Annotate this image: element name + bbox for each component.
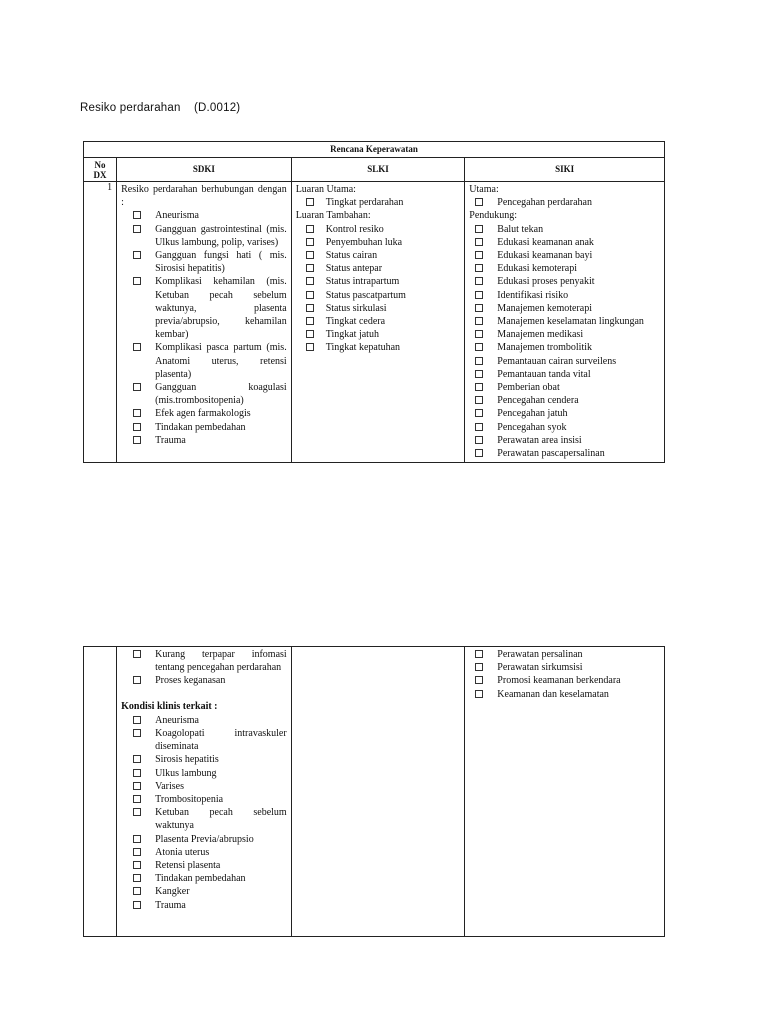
checkbox-icon bbox=[306, 238, 314, 246]
list-item-text: Perawatan area insisi bbox=[497, 434, 582, 446]
list-item bbox=[296, 249, 461, 262]
checkbox-icon bbox=[306, 343, 314, 351]
checkbox-icon bbox=[133, 808, 141, 816]
list-item-text: Plasenta Previa/abrupsio bbox=[155, 833, 254, 845]
list-item bbox=[296, 289, 461, 302]
checkbox-icon bbox=[475, 690, 483, 698]
checkbox-icon bbox=[133, 436, 141, 444]
list-item bbox=[121, 753, 287, 766]
list-item-text: Kontrol resiko bbox=[325, 223, 384, 235]
list-item bbox=[121, 209, 287, 222]
list-item bbox=[296, 223, 461, 236]
checkbox-icon bbox=[133, 277, 141, 285]
list-item bbox=[469, 236, 660, 249]
list-item bbox=[469, 355, 660, 368]
list-item bbox=[121, 249, 287, 275]
list-item bbox=[469, 394, 660, 407]
checkbox-icon bbox=[475, 317, 483, 325]
care-plan-table-page2 bbox=[83, 646, 665, 937]
list-item bbox=[469, 262, 660, 275]
list-item-text: Edukasi kemoterapi bbox=[497, 263, 577, 275]
checkbox-icon bbox=[475, 198, 483, 206]
siki-header: SIKI bbox=[465, 158, 665, 182]
checkbox-icon bbox=[475, 409, 483, 417]
list-item bbox=[469, 341, 660, 354]
sdki-header: SDKI bbox=[117, 158, 292, 182]
checkbox-icon bbox=[306, 251, 314, 259]
checkbox-icon bbox=[475, 449, 483, 457]
list-item bbox=[296, 341, 461, 354]
sdki-list-page1 bbox=[121, 209, 287, 447]
list-item bbox=[121, 806, 287, 832]
heading-title: Resiko perdarahan bbox=[80, 102, 181, 114]
checkbox-icon bbox=[133, 676, 141, 684]
list-item-text: Tingkat kepatuhan bbox=[325, 342, 401, 354]
sdki-cell-continued bbox=[117, 647, 292, 937]
list-item-text: Pemberian obat bbox=[497, 382, 560, 394]
list-item-text: Status sirkulasi bbox=[325, 302, 387, 314]
list-item-text: Balut tekan bbox=[497, 223, 544, 235]
list-item-text: Pencegahan jatuh bbox=[497, 408, 568, 420]
list-item bbox=[469, 674, 660, 687]
slki-cell-continued bbox=[291, 647, 465, 937]
list-item bbox=[121, 885, 287, 898]
kondisi-klinis-label: Kondisi klinis terkait : bbox=[121, 700, 218, 712]
checkbox-icon bbox=[475, 251, 483, 259]
list-item bbox=[121, 341, 287, 381]
list-item-text: Kurang terpapar infomasi tentang pencegahan perdarahan bbox=[155, 649, 287, 674]
list-item bbox=[469, 407, 660, 420]
checkbox-icon bbox=[133, 835, 141, 843]
list-item-text: Ketuban pecah sebelum waktunya bbox=[155, 807, 287, 832]
no-dx-label-2: DX bbox=[93, 170, 107, 180]
list-item bbox=[296, 302, 461, 315]
list-item-text: Proses keganasan bbox=[155, 675, 226, 687]
checkbox-icon bbox=[475, 264, 483, 272]
list-item-text: Pencegahan cendera bbox=[497, 395, 579, 407]
list-item bbox=[469, 381, 660, 394]
checkbox-icon bbox=[133, 782, 141, 790]
list-item-text: Edukasi proses penyakit bbox=[497, 276, 595, 288]
checkbox-icon bbox=[306, 198, 314, 206]
list-item-text: Efek agen farmakologis bbox=[155, 408, 251, 420]
siki-cell-continued bbox=[465, 647, 665, 937]
checkbox-icon bbox=[306, 330, 314, 338]
checkbox-icon bbox=[475, 291, 483, 299]
no-dx-header bbox=[84, 158, 117, 182]
list-item bbox=[469, 661, 660, 674]
sdki-intro: Resiko perdarahan berhubungan dengan : bbox=[121, 184, 287, 209]
checkbox-icon bbox=[133, 225, 141, 233]
list-item bbox=[121, 846, 287, 859]
list-item-text: Aneurisma bbox=[155, 210, 199, 222]
list-item-text: Identifikasi risiko bbox=[497, 289, 569, 301]
list-item-text: Tingkat jatuh bbox=[325, 329, 379, 341]
sdki-cell bbox=[117, 182, 292, 463]
list-item-text: Sirosis hepatitis bbox=[155, 754, 219, 766]
list-item-text: Koagolopati intravaskuler diseminata bbox=[155, 728, 287, 753]
no-dx-label-1: No bbox=[94, 160, 106, 170]
list-item bbox=[469, 328, 660, 341]
siki-pendukung-list-page2 bbox=[469, 648, 660, 701]
list-item-text: Gangguan gastrointestinal (mis. Ulkus lambung, polip, varises) bbox=[155, 223, 287, 248]
checkbox-icon bbox=[475, 343, 483, 351]
checkbox-icon bbox=[306, 264, 314, 272]
checkbox-icon bbox=[133, 423, 141, 431]
list-item-text: Gangguan koagulasi (mis.trombositopenia) bbox=[155, 382, 287, 407]
list-item bbox=[469, 368, 660, 381]
checkbox-icon bbox=[133, 383, 141, 391]
list-item-text: Varises bbox=[155, 780, 184, 792]
list-item bbox=[121, 767, 287, 780]
list-item bbox=[121, 833, 287, 846]
list-item-text: Trombositopenia bbox=[155, 794, 224, 806]
list-item bbox=[296, 236, 461, 249]
checkbox-icon bbox=[133, 729, 141, 737]
list-item bbox=[469, 249, 660, 262]
list-item-text: Status pascatpartum bbox=[325, 289, 406, 301]
checkbox-icon bbox=[133, 874, 141, 882]
list-item-text: Perawatan persalinan bbox=[497, 649, 583, 660]
document-heading bbox=[80, 102, 250, 114]
list-item-text: Keamanan dan keselamatan bbox=[497, 688, 609, 700]
list-item bbox=[469, 289, 660, 302]
list-item bbox=[121, 872, 287, 885]
list-item bbox=[469, 688, 660, 701]
checkbox-icon bbox=[306, 304, 314, 312]
sdki-list-page2 bbox=[121, 648, 287, 688]
slki-utama-list bbox=[296, 196, 461, 209]
list-item-text: Tingkat perdarahan bbox=[325, 197, 404, 209]
list-item-text: Komplikasi kehamilan (mis. Ketuban pecah sebelum waktunya, plasenta previa/abrupsio, kehamilan kembar) bbox=[155, 276, 287, 341]
checkbox-icon bbox=[133, 755, 141, 763]
list-item bbox=[121, 421, 287, 434]
slki-tambahan-list bbox=[296, 223, 461, 355]
list-item-text: Trauma bbox=[155, 899, 186, 911]
list-item bbox=[121, 275, 287, 341]
list-item bbox=[121, 780, 287, 793]
list-item bbox=[296, 275, 461, 288]
list-item bbox=[121, 648, 287, 674]
list-item-text: Tingkat cedera bbox=[325, 316, 386, 328]
checkbox-icon bbox=[475, 370, 483, 378]
checkbox-icon bbox=[133, 650, 141, 658]
checkbox-icon bbox=[306, 317, 314, 325]
list-item bbox=[469, 275, 660, 288]
checkbox-icon bbox=[475, 396, 483, 404]
list-item-text: Tindakan pembedahan bbox=[155, 873, 246, 885]
checkbox-icon bbox=[475, 663, 483, 671]
checkbox-icon bbox=[475, 304, 483, 312]
list-item bbox=[296, 315, 461, 328]
list-item bbox=[121, 381, 287, 407]
care-plan-table-page1 bbox=[83, 141, 665, 463]
list-item bbox=[469, 315, 660, 328]
list-item bbox=[469, 223, 660, 236]
heading-code: (D.0012) bbox=[193, 102, 241, 114]
checkbox-icon bbox=[133, 901, 141, 909]
checkbox-icon bbox=[133, 795, 141, 803]
list-item bbox=[121, 223, 287, 249]
checkbox-icon bbox=[133, 848, 141, 856]
list-item bbox=[121, 727, 287, 753]
slki-header: SLKI bbox=[291, 158, 465, 182]
list-item-text: Ulkus lambung bbox=[155, 767, 217, 779]
list-item-text: Perawatan sirkumsisi bbox=[497, 662, 583, 674]
list-item-text: Trauma bbox=[155, 434, 186, 446]
list-item-text: Gangguan fungsi hati ( mis. Sirosisi hepatitis) bbox=[155, 250, 287, 275]
list-item-text: Atonia uterus bbox=[155, 846, 210, 858]
checkbox-icon bbox=[475, 383, 483, 391]
list-item bbox=[121, 859, 287, 872]
checkbox-icon bbox=[133, 343, 141, 351]
slki-cell bbox=[291, 182, 465, 463]
list-item-text: Status intrapartum bbox=[325, 276, 400, 288]
list-item-text: Promosi keamanan berkendara bbox=[497, 675, 621, 687]
checkbox-icon bbox=[475, 225, 483, 233]
list-item bbox=[121, 714, 287, 727]
siki-utama-label: Utama: bbox=[469, 184, 499, 195]
list-item bbox=[469, 447, 660, 460]
checkbox-icon bbox=[133, 409, 141, 417]
list-item-text: Pencegahan syok bbox=[497, 421, 567, 433]
list-item bbox=[469, 434, 660, 447]
slki-utama-label: Luaran Utama: bbox=[295, 184, 356, 195]
list-item-text: Edukasi keamanan bayi bbox=[497, 250, 593, 262]
list-item-text: Manajemen kemoterapi bbox=[497, 302, 592, 314]
siki-cell bbox=[465, 182, 665, 463]
list-item-text: Retensi plasenta bbox=[155, 860, 221, 872]
checkbox-icon bbox=[475, 423, 483, 431]
list-item-text: Aneurisma bbox=[155, 714, 199, 726]
list-item-text: Pemantauan cairan surveilens bbox=[497, 355, 617, 367]
list-item bbox=[469, 421, 660, 434]
list-item-text: Pencegahan perdarahan bbox=[497, 197, 592, 209]
list-item bbox=[296, 196, 461, 209]
siki-utama-list bbox=[469, 196, 660, 209]
list-item-text: Penyembuhan luka bbox=[325, 236, 403, 248]
checkbox-icon bbox=[475, 330, 483, 338]
list-item-text: Edukasi keamanan anak bbox=[497, 236, 594, 248]
list-item-text: Manajemen trombolitik bbox=[497, 342, 592, 354]
list-item bbox=[121, 793, 287, 806]
list-item bbox=[121, 407, 287, 420]
row-number: 1 bbox=[84, 182, 117, 463]
checkbox-icon bbox=[306, 225, 314, 233]
list-item-text: Status cairan bbox=[325, 250, 378, 262]
siki-pendukung-list-page1 bbox=[469, 223, 660, 461]
rencana-keperawatan-header: Rencana Keperawatan bbox=[84, 142, 665, 158]
row-number-cell-continued bbox=[84, 647, 117, 937]
list-item bbox=[296, 262, 461, 275]
list-item-text: Status antepar bbox=[325, 263, 383, 275]
checkbox-icon bbox=[133, 887, 141, 895]
list-item-text: Pemantauan tanda vital bbox=[497, 368, 591, 380]
list-item bbox=[121, 899, 287, 912]
list-item bbox=[121, 434, 287, 447]
checkbox-icon bbox=[306, 291, 314, 299]
list-item-text: Manajemen medikasi bbox=[497, 329, 584, 341]
list-item-text: Manajemen keselamatan lingkungan bbox=[497, 316, 644, 328]
checkbox-icon bbox=[133, 251, 141, 259]
list-item-text: Tindakan pembedahan bbox=[155, 421, 246, 433]
list-item-text: Komplikasi pasca partum (mis. Anatomi uterus, retensi plasenta) bbox=[155, 342, 287, 380]
list-item bbox=[469, 196, 660, 209]
checkbox-icon bbox=[475, 238, 483, 246]
siki-pendukung-label: Pendukung: bbox=[469, 210, 518, 222]
checkbox-icon bbox=[133, 716, 141, 724]
list-item bbox=[296, 328, 461, 341]
checkbox-icon bbox=[133, 211, 141, 219]
checkbox-icon bbox=[306, 277, 314, 285]
checkbox-icon bbox=[475, 357, 483, 365]
list-item bbox=[121, 674, 287, 687]
slki-tambahan-label: Luaran Tambahan: bbox=[295, 210, 371, 222]
list-item-text: Perawatan pascapersalinan bbox=[497, 448, 605, 460]
list-item bbox=[469, 302, 660, 315]
checkbox-icon bbox=[475, 436, 483, 444]
checkbox-icon bbox=[133, 769, 141, 777]
list-item bbox=[469, 648, 660, 661]
kondisi-klinis-list bbox=[121, 714, 287, 912]
checkbox-icon bbox=[475, 676, 483, 684]
list-item-text: Kangker bbox=[155, 886, 190, 898]
checkbox-icon bbox=[475, 650, 483, 658]
checkbox-icon bbox=[475, 277, 483, 285]
checkbox-icon bbox=[133, 861, 141, 869]
